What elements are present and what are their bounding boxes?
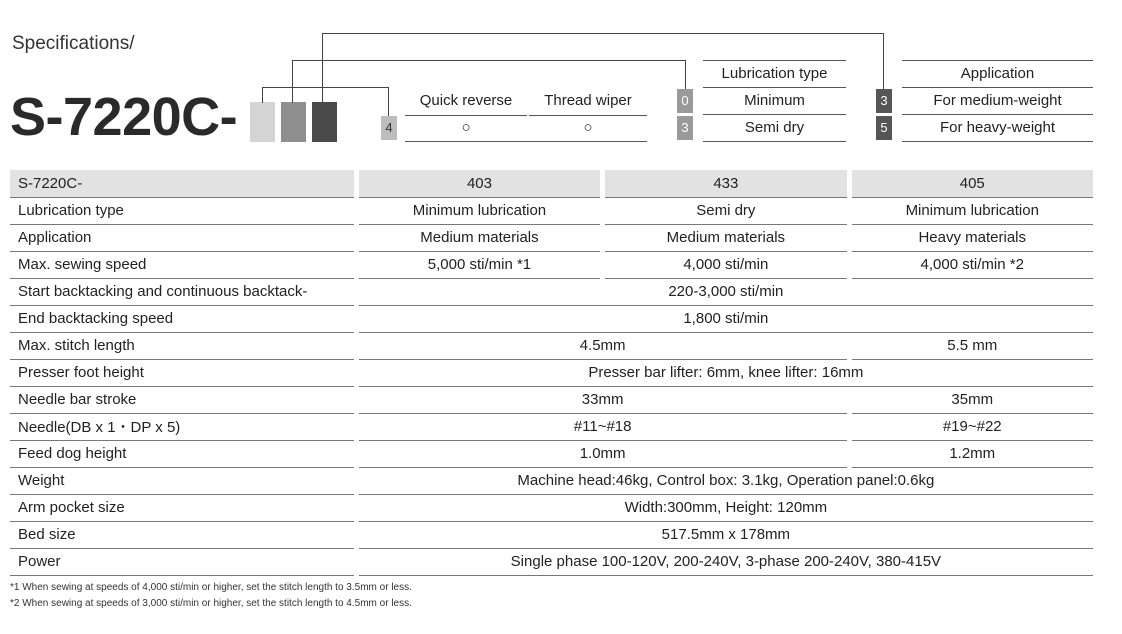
table-header-403: 403 [359, 170, 600, 197]
divider [703, 141, 846, 142]
row-label: Needle(DB x 1・DP x 5) [10, 413, 354, 440]
lubrication-code-0: 0 [677, 89, 693, 113]
connector-line [292, 60, 686, 61]
application-title: Application [960, 65, 1035, 82]
connector-line [262, 87, 263, 103]
connector-line [322, 33, 884, 34]
code-box-dark [312, 102, 337, 142]
divider [902, 114, 1093, 115]
lubrication-type-title: Lubrication type [721, 65, 828, 82]
row-value: Medium materials [605, 224, 846, 251]
table-row [10, 251, 1093, 278]
row-label: Max. sewing speed [10, 251, 354, 278]
row-value: #19~#22 [852, 413, 1094, 440]
row-value: Semi dry [605, 197, 846, 224]
row-label: Max. stitch length [10, 332, 354, 359]
divider [902, 141, 1093, 142]
row-label: Power [10, 548, 354, 575]
application-code-5: 5 [876, 116, 892, 140]
row-value: 4.5mm [359, 332, 847, 359]
spec-table [10, 170, 1093, 576]
table-row [10, 521, 1093, 548]
connector-line [883, 33, 884, 90]
connector-line [262, 87, 389, 88]
row-label: Lubrication type [10, 197, 354, 224]
digit-tag-4: 4 [381, 116, 397, 140]
footnote-2: *2 When sewing at speeds of 3,000 sti/min or higher, set the stitch length to 4.5mm or less. [10, 598, 412, 609]
code-box-mid [281, 102, 306, 142]
divider [529, 115, 647, 116]
footnote-1: *1 When sewing at speeds of 4,000 sti/min or higher, set the stitch length to 3.5mm or less. [10, 582, 412, 593]
divider [703, 114, 846, 115]
feature-header-thread-wiper: Thread wiper [544, 92, 632, 109]
row-value: 5,000 sti/min *1 [359, 251, 600, 278]
code-box-light [250, 102, 275, 142]
lubrication-option-minimum: Minimum [744, 92, 805, 109]
row-value: #11~#18 [359, 413, 847, 440]
divider [902, 87, 1093, 88]
feature-value-thread-wiper: ○ [583, 119, 593, 136]
table-row [10, 332, 1093, 359]
row-value: Minimum lubrication [359, 197, 600, 224]
divider [405, 115, 527, 116]
row-label: Feed dog height [10, 440, 354, 467]
table-row [10, 197, 1093, 224]
connector-line [685, 60, 686, 90]
table-header-405: 405 [852, 170, 1094, 197]
table-row [10, 386, 1093, 413]
row-value: 5.5 mm [852, 332, 1094, 359]
table-header-433: 433 [605, 170, 846, 197]
row-value: 33mm [359, 386, 847, 413]
row-value: Single phase 100-120V, 200-240V, 3-phase 200-240V, 380-415V [359, 548, 1093, 575]
divider [405, 141, 647, 142]
row-label: Arm pocket size [10, 494, 354, 521]
table-row [10, 305, 1093, 332]
table-row [10, 467, 1093, 494]
model-name: S-7220C- [10, 87, 238, 147]
divider [902, 60, 1093, 61]
divider [703, 87, 846, 88]
table-header-row [10, 170, 1093, 197]
table-row [10, 278, 1093, 305]
row-value: 4,000 sti/min *2 [852, 251, 1094, 278]
connector-line [292, 60, 293, 103]
row-label: Presser foot height [10, 359, 354, 386]
row-value: 1.0mm [359, 440, 847, 467]
row-value: 1,800 sti/min [359, 305, 1093, 332]
row-value: 4,000 sti/min [605, 251, 846, 278]
table-row [10, 413, 1093, 440]
row-value: Medium materials [359, 224, 600, 251]
table-row [10, 494, 1093, 521]
table-row [10, 548, 1093, 575]
row-value: Presser bar lifter: 6mm, knee lifter: 16mm [359, 359, 1093, 386]
feature-value-quick-reverse: ○ [461, 119, 471, 136]
spec-title: Specifications/ [12, 33, 135, 54]
row-value: Minimum lubrication [852, 197, 1094, 224]
row-value: Heavy materials [852, 224, 1094, 251]
row-label: Weight [10, 467, 354, 494]
connector-line [322, 33, 323, 103]
lubrication-option-semi-dry: Semi dry [744, 119, 805, 136]
connector-line [388, 87, 389, 117]
row-label: Start backtacking and continuous backtack- [10, 278, 354, 305]
application-option-heavy: For heavy-weight [939, 119, 1056, 136]
divider [703, 60, 846, 61]
row-value: 517.5mm x 178mm [359, 521, 1093, 548]
row-value: 35mm [852, 386, 1094, 413]
table-row [10, 440, 1093, 467]
row-value: Width:300mm, Height: 120mm [359, 494, 1093, 521]
lubrication-code-3: 3 [677, 116, 693, 140]
feature-header-quick-reverse: Quick reverse [419, 92, 513, 109]
row-label: Needle bar stroke [10, 386, 354, 413]
row-value: 220-3,000 sti/min [359, 278, 1093, 305]
application-code-3: 3 [876, 89, 892, 113]
row-value: Machine head:46kg, Control box: 3.1kg, Operation panel:0.6kg [359, 467, 1093, 494]
row-value: 1.2mm [852, 440, 1094, 467]
application-option-medium: For medium-weight [933, 92, 1062, 109]
table-header-model: S-7220C- [10, 170, 354, 197]
table-row [10, 224, 1093, 251]
row-label: Bed size [10, 521, 354, 548]
row-label: Application [10, 224, 354, 251]
table-row [10, 359, 1093, 386]
row-label: End backtacking speed [10, 305, 354, 332]
